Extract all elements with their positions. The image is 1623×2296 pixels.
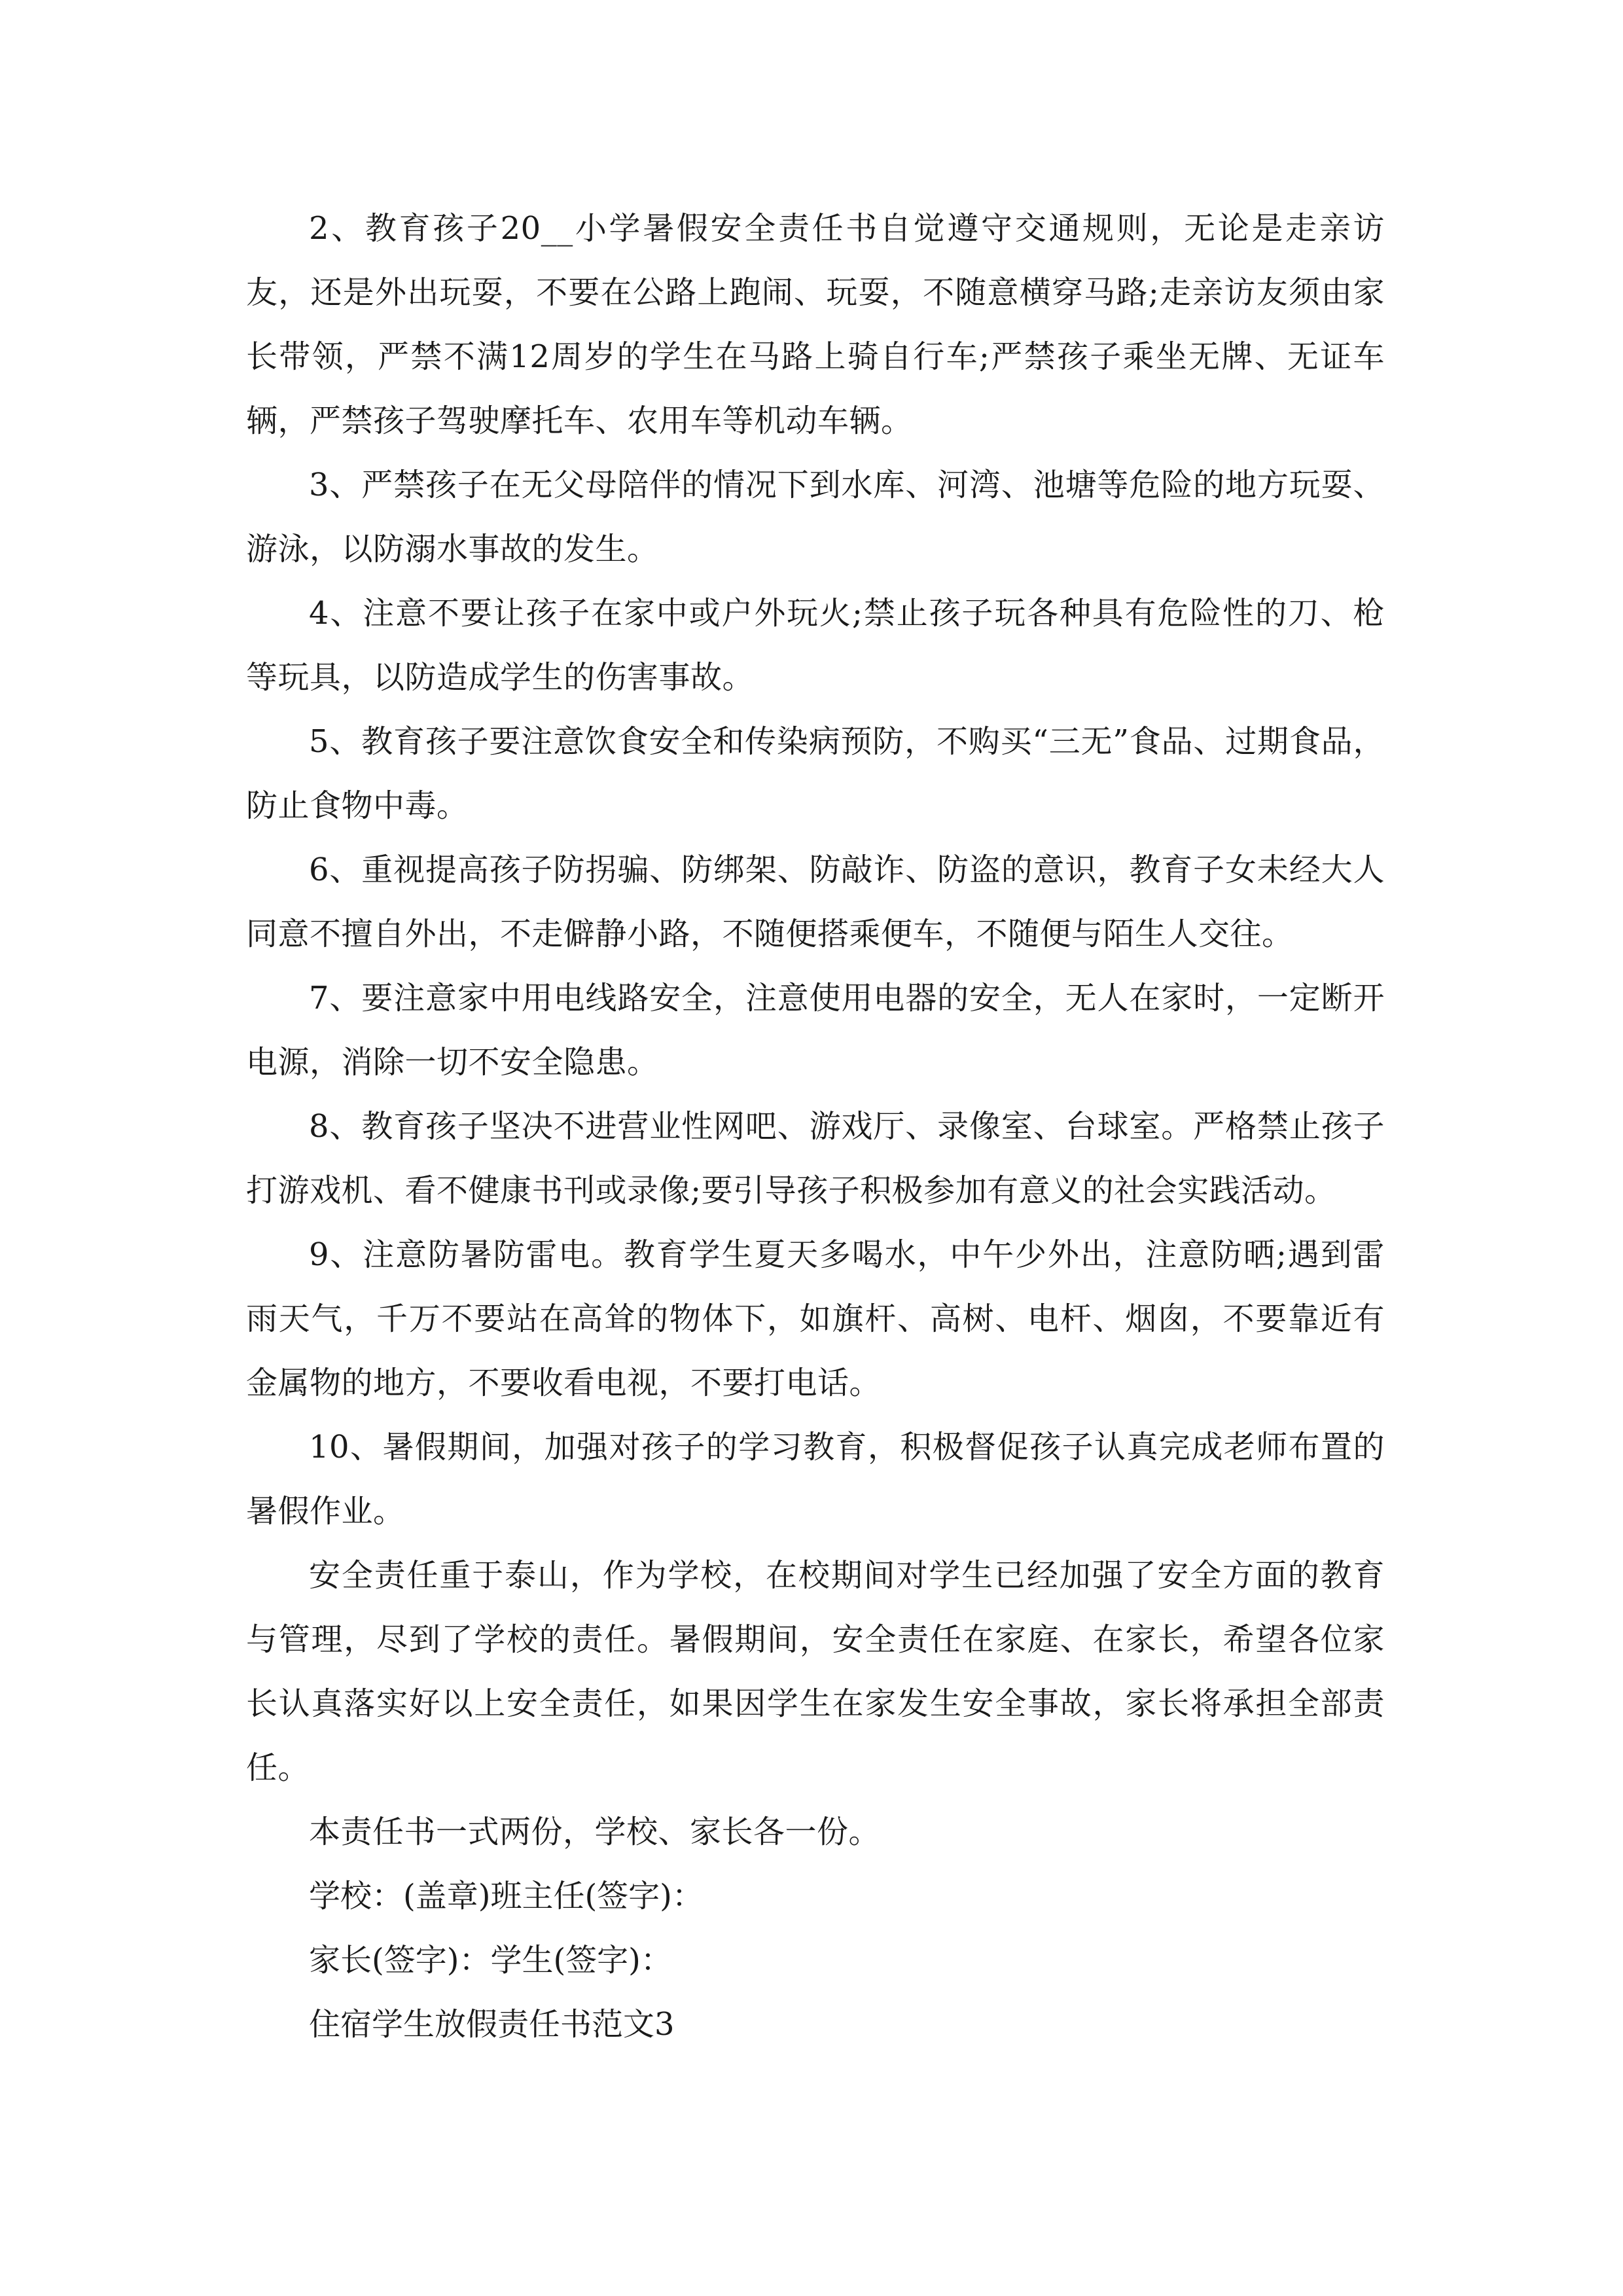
parent-signature-line: 家长(签字)：学生(签字)： (309, 1942, 672, 1979)
paragraph-item-6: 6、重视提高孩子防拐骗、防绑架、防敲诈、防盗的意识，教育子女未经大人同意不擅自外出，不走僻静小路，不随便搭乘便车，不随便与陌生人交往。 (246, 852, 1385, 952)
paragraph-item-9: 9、注意防暑防雷电。教育学生夏天多喝水，中午少外出，注意防晒;遇到雷雨天气，千万不要站在高耸的物体下，如旗杆、高树、电杆、烟囱，不要靠近有金属物的地方，不要收看电视，不要打电话。 (246, 1236, 1385, 1401)
copies-note: 本责任书一式两份，学校、家长各一份。 (309, 1814, 881, 1850)
paragraph-item-10: 10、暑假期间，加强对孩子的学习教育，积极督促孩子认真完成老师布置的暑假作业。 (246, 1429, 1385, 1530)
paragraph-item-5: 5、教育孩子要注意饮食安全和传染病预防，不购买“三无”食品、过期食品，防止食物中毒。 (246, 723, 1385, 824)
paragraph-item-2: 2、教育孩子20__小学暑假安全责任书自觉遵守交通规则，无论是走亲访友，还是外出玩耍，不要在公路上跑闹、玩耍，不随意横穿马路;走亲访友须由家长带领，严禁不满12周岁的学生在马路上骑自行车;严禁孩子乘坐无牌、无证车辆，严禁孩子驾驶摩托车、农用车等机动车辆。 (246, 210, 1385, 439)
paragraph-item-8: 8、教育孩子坚决不进营业性网吧、游戏厅、录像室、台球室。严格禁止孩子打游戏机、看不健康书刊或录像;要引导孩子积极参加有意义的社会实践活动。 (246, 1108, 1385, 1209)
responsibility-summary: 安全责任重于泰山，作为学校，在校期间对学生已经加强了安全方面的教育与管理，尽到了学校的责任。暑假期间，安全责任在家庭、在家长，希望各位家长认真落实好以上安全责任，如果因学生在家发生安全事故，家长将承担全部责任。 (246, 1557, 1385, 1786)
school-signature-line: 学校：(盖章)班主任(签字)： (309, 1878, 704, 1914)
paragraph-item-7: 7、要注意家中用电线路安全，注意使用电器的安全，无人在家时，一定断开电源，消除一切不安全隐患。 (246, 980, 1385, 1081)
document-page (246, 196, 1385, 2056)
next-section-title: 住宿学生放假责任书范文3 (309, 2006, 675, 2043)
paragraph-item-3: 3、严禁孩子在无父母陪伴的情况下到水库、河湾、池塘等危险的地方玩耍、游泳，以防溺水事故的发生。 (246, 467, 1385, 567)
paragraph-item-4: 4、注意不要让孩子在家中或户外玩火;禁止孩子玩各种具有危险性的刀、枪等玩具，以防造成学生的伤害事故。 (246, 595, 1385, 696)
